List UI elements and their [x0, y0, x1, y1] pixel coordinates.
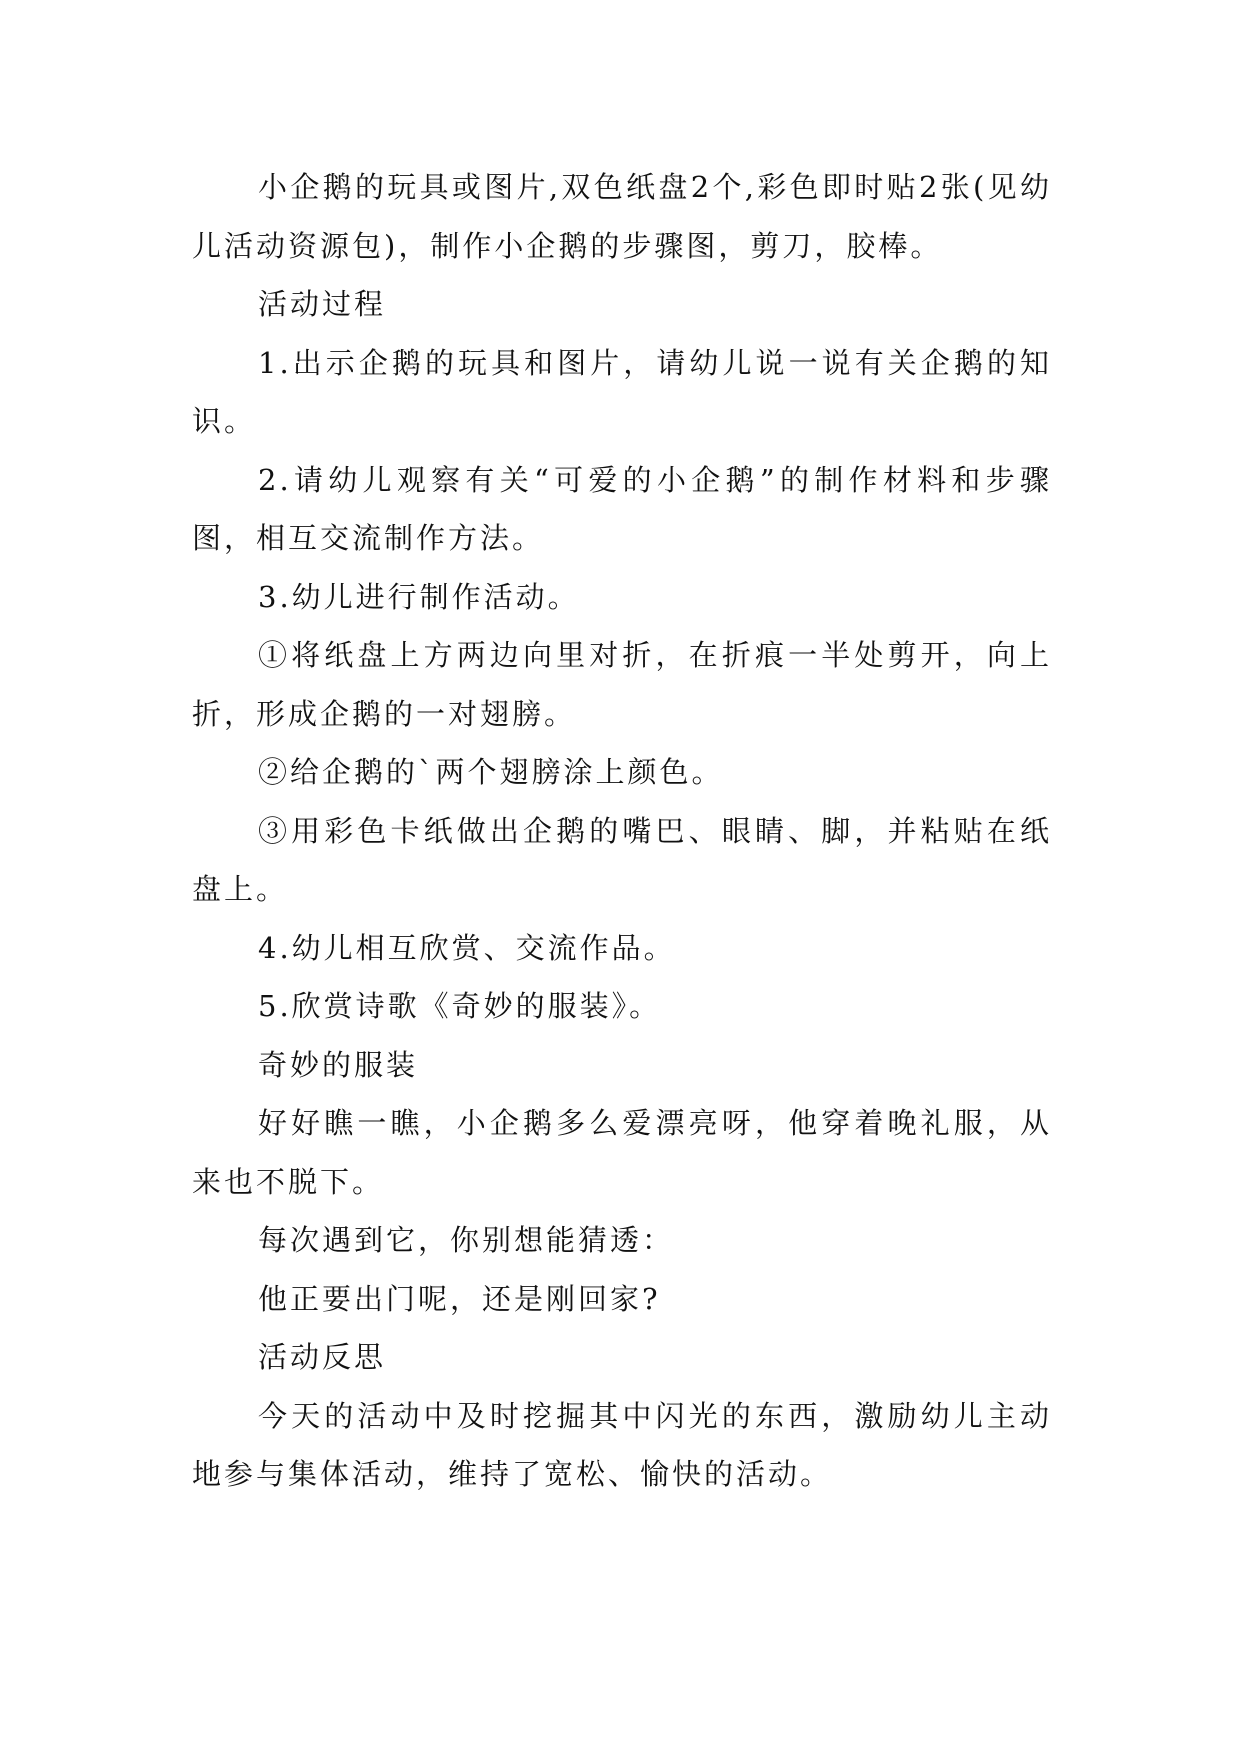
step-4-paragraph: 4.幼儿相互欣赏、交流作品。: [258, 930, 676, 965]
step-2-paragraph: 2.请幼儿观察有关“可爱的小企鹅”的制作材料和步骤图，相互交流制作方法。: [192, 462, 1052, 555]
step-3-paragraph: 3.幼儿进行制作活动。: [258, 579, 580, 614]
poem-title: 奇妙的服装: [258, 1047, 419, 1082]
section-heading-process: 活动过程: [258, 287, 387, 321]
substep-1-paragraph: ①将纸盘上方两边向里对折，在折痕一半处剪开，向上折，形成企鹅的一对翅膀。: [192, 638, 1052, 731]
poem-line-3: 他正要出门呢，还是刚回家?: [258, 1281, 661, 1316]
reflection-paragraph: 今天的活动中及时挖掘其中闪光的东西，激励幼儿主动地参与集体活动，维持了宽松、愉快的活动。: [192, 1398, 1052, 1491]
poem-line-2: 每次遇到它，你别想能猜透：: [258, 1223, 675, 1257]
substep-3-paragraph: ③用彩色卡纸做出企鹅的嘴巴、眼睛、脚，并粘贴在纸盘上。: [192, 813, 1052, 906]
poem-line-1: 好好瞧一瞧，小企鹅多么爱漂亮呀，他穿着晚礼服，从来也不脱下。: [192, 1106, 1052, 1199]
step-5-paragraph: 5.欣赏诗歌《奇妙的服装》。: [258, 989, 662, 1023]
materials-paragraph: 小企鹅的玩具或图片,双色纸盘2个,彩色即时贴2张(见幼儿活动资源包)，制作小企鹅的步骤图，剪刀，胶棒。: [192, 170, 1052, 263]
substep-2-paragraph: ②给企鹅的`两个翅膀涂上颜色。: [258, 755, 724, 789]
section-heading-reflection: 活动反思: [258, 1340, 387, 1374]
step-1-paragraph: 1.出示企鹅的玩具和图片，请幼儿说一说有关企鹅的知识。: [192, 345, 1052, 438]
document-page: [192, 158, 1052, 1504]
